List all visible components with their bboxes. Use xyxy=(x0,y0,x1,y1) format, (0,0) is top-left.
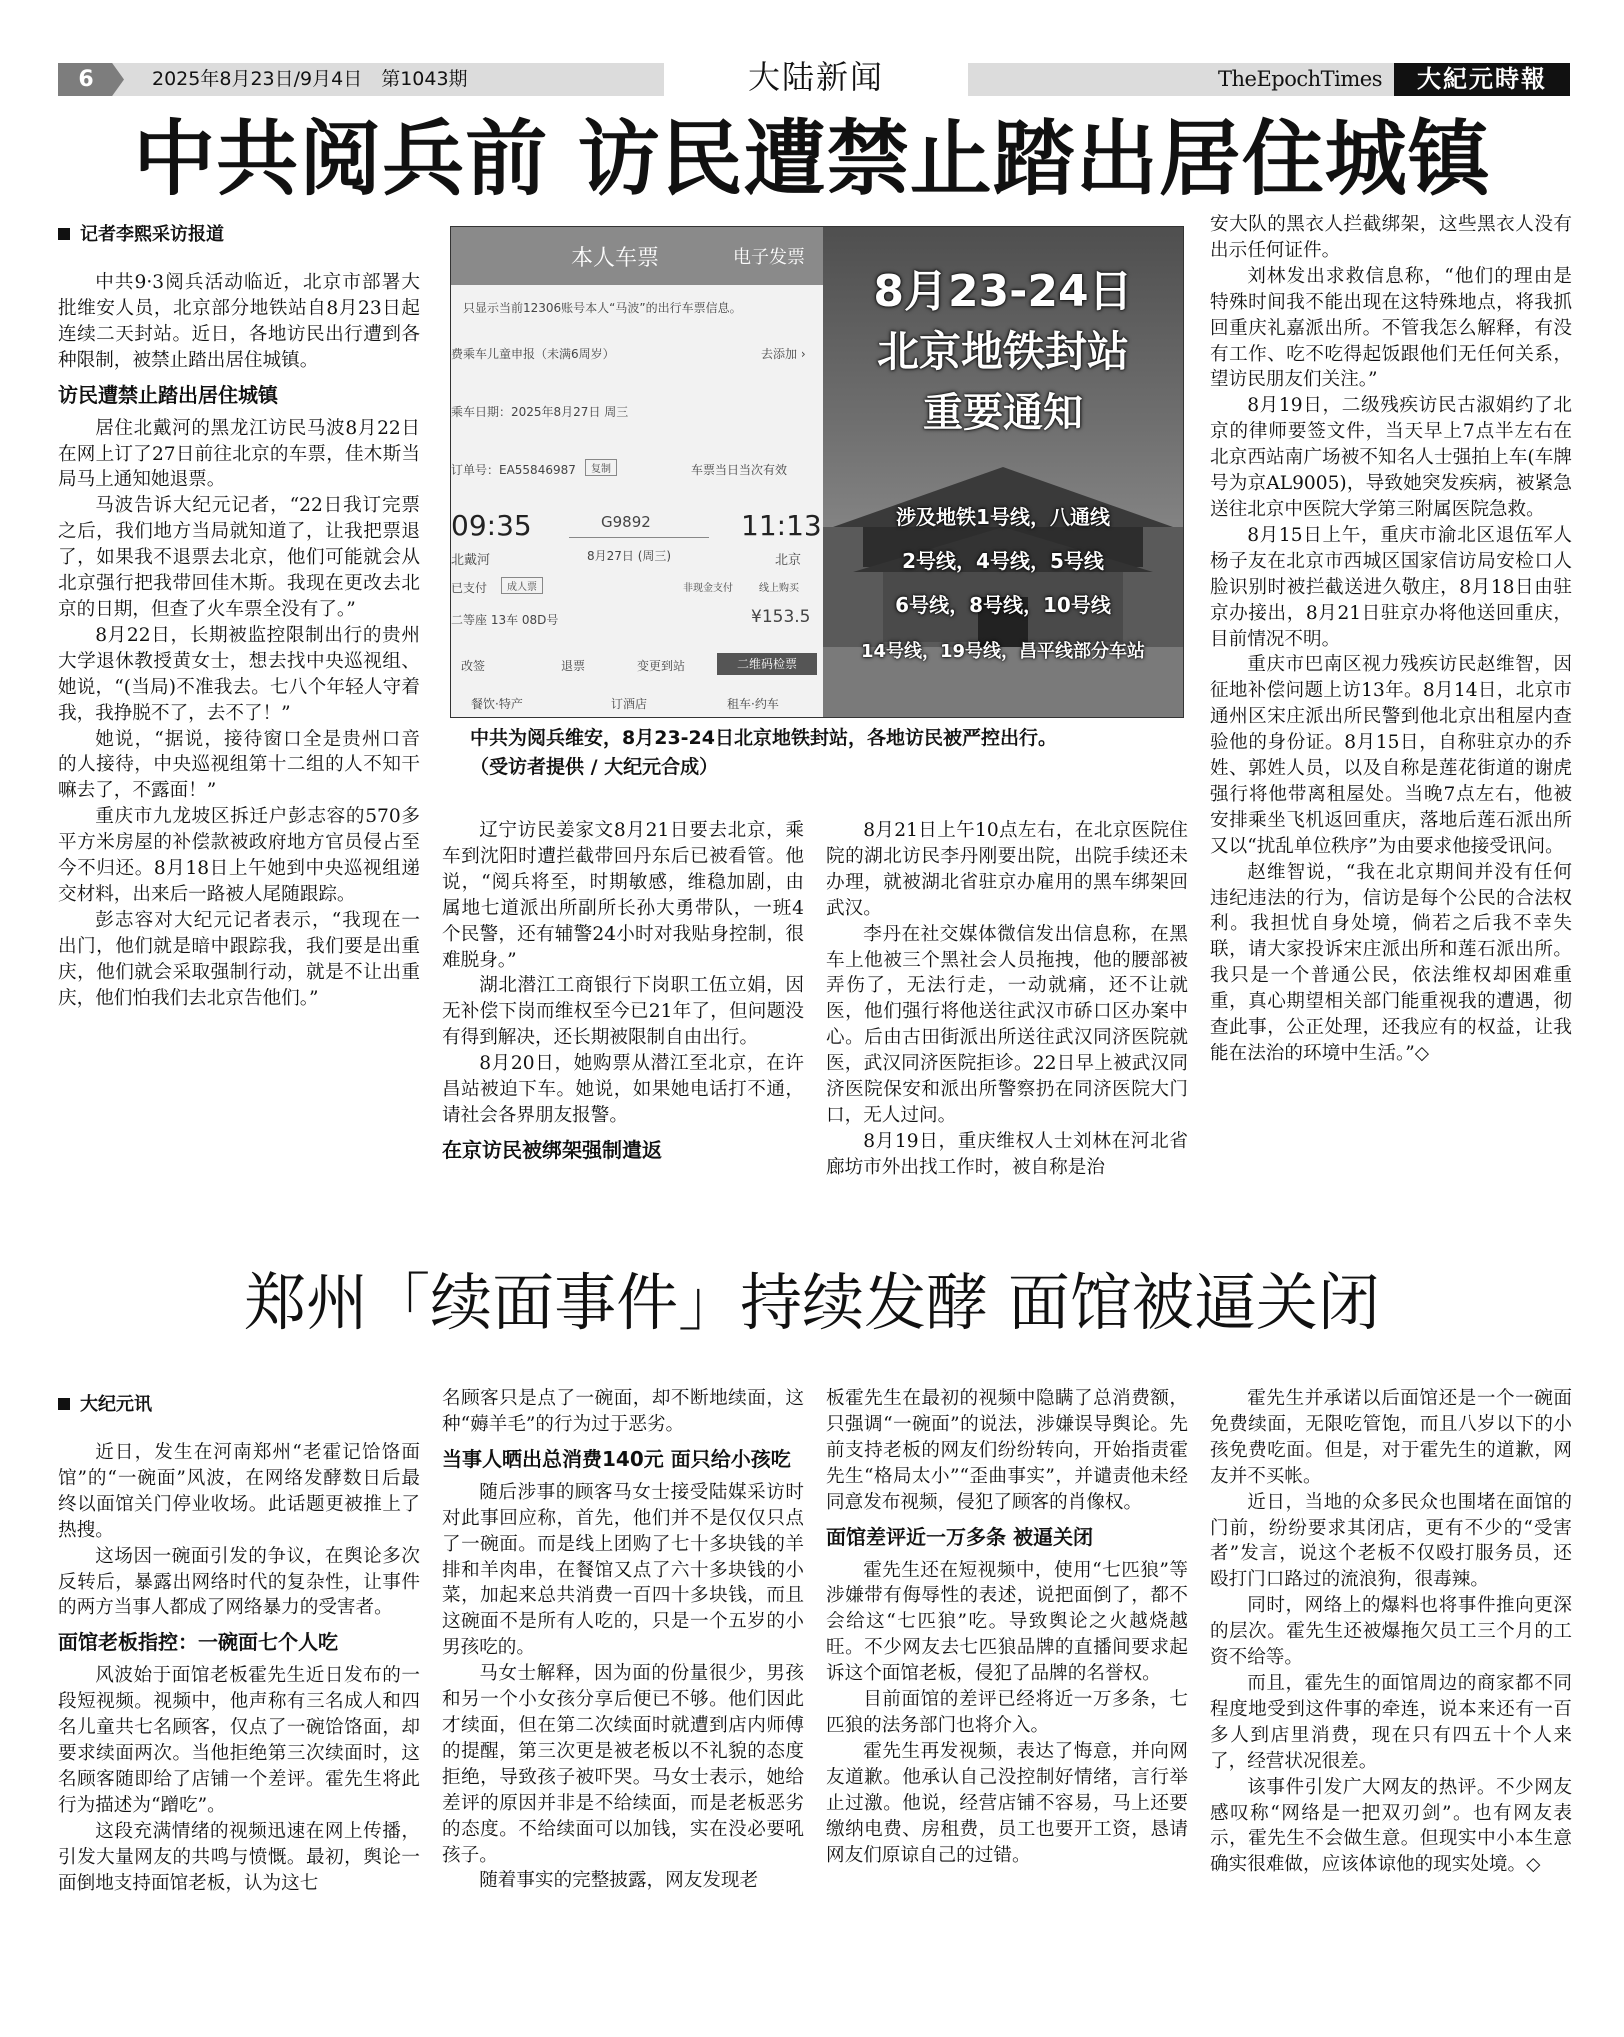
ticket-title-bar xyxy=(451,227,823,285)
paragraph: 目前面馆的差评已经将近一万多条，七匹狼的法务部门也将介入。 xyxy=(826,1689,1188,1736)
poster-line: 6号线，8号线，10号线 xyxy=(895,593,1111,617)
news-photo xyxy=(450,226,1184,718)
paragraph: 近日，当地的众多民众也围堵在面馆的门前，纷纷要求其闭店，更有不少的“受害者”发言，说这个老板不仅殴打服务员，还殴打门口路过的流浪狗，很毒辣。 xyxy=(1210,1491,1572,1591)
paragraph: 8月22日，长期被监控限制出行的贵州大学退休教授黄女士，想去找中央巡视组、她说，“(当局)不准我去。七八个年轻人守着我，我挣脱不了，去不了！” xyxy=(58,624,420,724)
paragraph: 霍先生还在短视频中，使用“七匹狼”等涉嫌带有侮辱性的表述，说把面倒了，都不会给这“七匹狼”吃。导致舆论之火越烧越旺。不少网友去七匹狼品牌的直播间要求起诉这个面馆老板，侵犯了品牌的名誉权。 xyxy=(826,1559,1188,1685)
paragraph: 重庆市九龙坡区拆迁户彭志容的570多平方米房屋的补偿款被政府地方官员侵占至今不归还。8月18日上午她到中央巡视组递交材料，出来后一路被人尾随跟踪。 xyxy=(58,806,420,905)
depart-time: 09:35 xyxy=(451,509,532,542)
poster-title: 北京地铁封站 xyxy=(876,327,1129,376)
poster-line: 2号线，4号线，5号线 xyxy=(902,549,1104,573)
paragraph: 辽宁访民姜家文8月21日要去北京，乘车到沈阳时遭拦截带回丹东后已被看管。他说，“阅兵将至，时期敏感，维稳加剧，由属地七道派出所副所长孙大勇带队，一班4个民警，还有辅警24小时对我贴身控制，很难脱身。” xyxy=(442,820,804,971)
subheading: 当事人晒出总消费140元 面只给小孩吃 xyxy=(442,1446,791,1471)
byline: 记者李熙采访报道 xyxy=(58,222,420,248)
poster-subtitle: 重要通知 xyxy=(923,390,1083,436)
train-ticket-screenshot xyxy=(451,227,823,717)
headline-second: 郑州「续面事件」持续发酵 面馆被逼关闭 xyxy=(244,1266,1380,1339)
cashless-tag: 非现金支付 xyxy=(683,583,733,594)
paragraph: 8月20日，她购票从潜江至北京，在许昌站被迫下车。她说，如果她电话打不通，请社会各界朋友报警。 xyxy=(442,1053,804,1126)
paragraph: 马波告诉大纪元记者，“22日我订完票之后，我们地方当局就知道了，让我把票退了，如果我不退票去北京，他们可能就会从北京强行把我带回佳木斯。我现在更改去北京的日期，但查了火车票全没有了。” xyxy=(58,495,420,620)
paragraph: 8月21日上午10点左右，在北京医院住院的湖北访民李丹刚要出院，出院手续还未办理，就被湖北省驻京办雇用的黑车绑架回武汉。 xyxy=(826,820,1188,919)
paragraph: 8月15日上午，重庆市渝北区退伍军人杨子友在北京市西城区国家信访局安检口人脸识别时被拦截送进久敬庄，8月18日由驻京办接出，8月21日驻京办将他送回重庆，目前情况不明。 xyxy=(1210,524,1572,650)
reschedule-button: 改签 xyxy=(461,659,486,673)
paragraph: 安大队的黑衣人拦截绑架，这些黑衣人没有出示任何证件。 xyxy=(1210,214,1572,261)
child-declare: 费乘车儿童申报（未满6周岁） xyxy=(451,347,615,361)
paragraph: 8月19日，重庆维权人士刘林在河北省廊坊市外出找工作时，被自称是治 xyxy=(826,1130,1188,1178)
arrive-time: 11:13 xyxy=(741,509,822,542)
paragraph: 这段充满情绪的视频迅速在网上传播，引发大量网友的共鸣与愤慨。最初，舆论一面倒地支持面馆老板，认为这七 xyxy=(58,1820,420,1894)
paragraph: 名顾客只是点了一碗面，却不断地续面，这种“薅羊毛”的行为过于恶劣。 xyxy=(442,1388,804,1435)
ticket-title: 本人车票 xyxy=(571,246,660,271)
depart-station: 北戴河 xyxy=(451,553,491,568)
train-number: G9892 xyxy=(601,513,651,531)
article1-column-1 xyxy=(58,222,420,1011)
qr-checkin-button: 二维码检票 xyxy=(717,653,817,675)
ride-date: 乘车日期：2025年8月27日 周三 xyxy=(451,405,629,419)
invoice-tab: 电子发票 xyxy=(733,247,805,268)
article2-column-4 xyxy=(1210,1386,1572,1878)
poster-line: 14号线，19号线，昌平线部分车站 xyxy=(860,641,1146,662)
footer-hotel: 订酒店 xyxy=(611,697,648,711)
byline: 大纪元讯 xyxy=(58,1392,420,1418)
article1-column-3 xyxy=(826,818,1188,1181)
paragraph: 赵维智说，“我在北京期间并没有任何违纪违法的行为，信访是每个公民的合法权利。我担忧自身处境，倘若之后我不幸失联，请大家投诉宋庄派出所和莲石派出所。我只是一个普通公民，依法维权却困难重重，真心期望相关部门能重视我的遭遇，彻查此事，公正处理，还我应有的权益，让我能在法治的环境中生活。”◇ xyxy=(1210,861,1572,1064)
paragraph: 同时，网络上的爆料也将事件推向更深的层次。霍先生还被爆拖欠员工三个月的工资不给等。 xyxy=(1210,1595,1572,1669)
caption-line: 中共为阅兵维安，8月23-24日北京地铁封站，各地访民被严控出行。 xyxy=(470,727,1057,749)
paragraph: 随后涉事的顾客马女士接受陆媒采访时对此事回应称，首先，他们并不是仅仅只点了一碗面。而是线上团购了七十多块钱的羊排和羊肉串，在餐馆又点了六十多块钱的小菜，加起来总共消费一百四十多块钱，而且这碗面不是所有人吃的，只是一个五岁的小男孩吃的。 xyxy=(442,1481,804,1659)
ticket-notice: 只显示当前12306账号本人“马波”的出行车票信息。 xyxy=(463,301,742,315)
paragraph: 居住北戴河的黑龙江访民马波8月22日在网上订了27日前往北京的车票，佳木斯当局马上通知她退票。 xyxy=(58,417,420,491)
paid-status: 已支付 xyxy=(451,581,488,595)
child-add: 去添加 › xyxy=(761,347,806,361)
adult-ticket: 成人票 xyxy=(501,577,543,594)
arrive-station: 北京 xyxy=(775,553,802,568)
paragraph: 板霍先生在最初的视频中隐瞒了总消费额，只强调“一碗面”的说法，涉嫌误导舆论。先前支持老板的网友们纷纷转向，开始指责霍先生“格局太小”“歪曲事实”，并谴责他未经同意发布视频，侵犯了顾客的肖像权。 xyxy=(826,1388,1188,1513)
paragraph: 重庆市巴南区视力残疾访民赵维智，因征地补偿问题上访13年。8月14日，北京市通州区宋庄派出所民警到他北京出租屋内查验他的身份证。8月15日，自称驻京办的乔姓、郭姓人员，以及自称是莲花街道的谢虎强行将他带离租屋处。当晚7点左右，他被安排乘坐飞机返回重庆，落地后莲石派出所又以“扰乱单位秩序”为由要求他接受讯问。 xyxy=(1210,654,1572,857)
article1-column-4 xyxy=(1210,212,1572,1067)
article1-column-2 xyxy=(442,818,804,1171)
train-date: 8月27日 (周三) xyxy=(587,549,672,563)
paragraph: 湖北潜江工商银行下岗职工伍立娟，因无补偿下岗而维权至今已21年了，但问题没有得到解决，还长期被限制自由出行。 xyxy=(442,975,804,1049)
paragraph: 近日，发生在河南郑州“老霍记饸饹面馆”的“一碗面”风波，在网络发酵数日后最终以面馆关门停业收场。此话题更被推上了热搜。 xyxy=(58,1442,420,1541)
paragraph: 霍先生再发视频，表达了悔意，并向网友道歉。他承认自己没控制好情绪，言行举止过激。他说，经营店铺不容易，马上还要缴纳电费、房租费，员工也要开工资，恳请网友们原谅自己的过错。 xyxy=(826,1740,1188,1866)
subheading: 面馆差评近一万多条 被逼关闭 xyxy=(826,1524,1093,1549)
paragraph: 马女士解释，因为面的份量很少，男孩和另一个小女孩分享后便已不够。他们因此才续面，但在第二次续面时就遭到店内师傅的提醒，第三次更是被老板以不礼貌的态度拒绝，导致孩子被吓哭。马女士表示，她给差评的原因并非是不给续面，而是老板恶劣的态度。不给续面可以加钱，实在没必要吼孩子。 xyxy=(442,1663,804,1866)
poster-date: 8月23-24日 xyxy=(873,266,1133,317)
route-arrow xyxy=(569,537,709,538)
paragraph: 李丹在社交媒体微信发出信息称，在黑车上他被三个黑社会人员拖拽，他的腰部被弄伤了，无法行走，一动就痛，还不让就医，他们强行将他送往武汉市硚口区办案中心。后由古田街派出所送往武汉同济医院就医，武汉同济医院拒诊。22日早上被武汉同济医院保安和派出所警察扔在同济医院大门口，无人过问。 xyxy=(826,923,1188,1126)
subway-closure-poster xyxy=(823,227,1183,717)
seat-info: 二等座 13车 08D号 xyxy=(451,613,559,627)
page-number: 6 xyxy=(78,67,94,92)
footer-food: 餐饮·特产 xyxy=(471,697,523,711)
copy-button: 复制 xyxy=(585,459,617,476)
paragraph: 刘林发出求救信息称，“他们的理由是特殊时间我不能出现在这特殊地点，将我抓回重庆礼嘉派出所。不管我怎么解释，有没有工作、吃不吃得起饭跟他们无任何关系，望访民朋友们关注。” xyxy=(1210,265,1572,391)
photo-caption xyxy=(470,724,1188,782)
footer-car: 租车·约车 xyxy=(727,697,779,711)
issue-date: 2025年8月23日/9月4日 第1043期 xyxy=(152,68,468,90)
paragraph: 中共9·3阅兵活动临近，北京市部署大批维安人员，北京部分地铁站自8月23日起连续二天封站。近日，各地访民出行遭到各种限制，被禁止踏出居住城镇。 xyxy=(58,272,420,371)
brand-name-english: TheEpochTimes xyxy=(1218,67,1383,91)
paragraph: 随着事实的完整披露，网友发现老 xyxy=(479,1870,759,1892)
paragraph: 她说，“据说，接待窗口全是贵州口音的人接待，中央巡视组第十二组的人不知干嘛去了，不露面！” xyxy=(58,728,420,802)
order-number: 订单号：EA55846987 xyxy=(451,463,576,477)
online-tag: 线上购买 xyxy=(759,583,799,594)
subheading: 在京访民被绑架强制遣返 xyxy=(442,1137,662,1162)
subheading: 访民遭禁止踏出居住城镇 xyxy=(58,382,278,407)
subheading: 面馆老板指控：一碗面七个人吃 xyxy=(58,1630,338,1655)
paragraph: 风波始于面馆老板霍先生近日发布的一段短视频。视频中，他声称有三名成人和四名儿童共七名顾客，仅点了一碗饸饹面，却要求续面两次。当他拒绝第三次续面时，这名顾客随即给了店铺一个差评。霍先生将此行为描述为“蹭吃”。 xyxy=(58,1665,420,1816)
headline-main: 中共阅兵前 访民遭禁止踏出居住城镇 xyxy=(133,112,1491,207)
ticket-valid: 车票当日当次有效 xyxy=(691,463,788,477)
paragraph: 而且，霍先生的面馆周边的商家都不同程度地受到这件事的牵连，说本来还有一百多人到店里消费，现在只有四五十个人来了，经营状况很差。 xyxy=(1210,1672,1572,1772)
article2-column-2 xyxy=(442,1386,804,1894)
paragraph: 霍先生并承诺以后面馆还是一个一碗面免费续面，无限吃管饱，而且八岁以下的小孩免费吃面。但是，对于霍先生的道歉，网友并不买帐。 xyxy=(1210,1388,1572,1487)
paragraph: 该事件引发广大网友的热评。不少网友感叹称“网络是一把双刃剑”。也有网友表示，霍先生不会做生意。但现实中小本生意确实很难做，应该体谅他的现实处境。◇ xyxy=(1210,1776,1572,1876)
poster-line: 涉及地铁1号线，八通线 xyxy=(896,505,1110,529)
refund-button: 退票 xyxy=(561,659,586,673)
article2-column-3 xyxy=(826,1386,1188,1868)
article2-column-1 xyxy=(58,1392,420,1897)
paragraph: 彭志容对大纪元记者表示，“我现在一出门，他们就是暗中跟踪我，我们要是出重庆，他们就会采取强制行动，就是不让出重庆，他们怕我们去北京告他们。” xyxy=(58,909,420,1009)
ticket-price: ¥153.5 xyxy=(751,607,811,627)
change-station-button: 变更到站 xyxy=(637,659,686,673)
paragraph: 这场因一碗面引发的争议，在舆论多次反转后，暴露出网络时代的复杂性，让事件的两方当事人都成了网络暴力的受害者。 xyxy=(58,1545,420,1619)
brand-name-chinese: 大紀元時報 xyxy=(1394,63,1570,96)
caption-credit: （受访者提供 / 大纪元合成） xyxy=(470,756,719,778)
section-name: 大陆新闻 xyxy=(747,58,884,96)
paragraph: 8月19日，二级残疾访民古淑娟约了北京的律师要签文件，当天早上7点半左右在北京西站南广场被不知名人士强拍上车(车牌号为京AL9005)，导致她突发疾病，被紧急送往北京中医院大学第三附属医院急救。 xyxy=(1210,395,1572,520)
